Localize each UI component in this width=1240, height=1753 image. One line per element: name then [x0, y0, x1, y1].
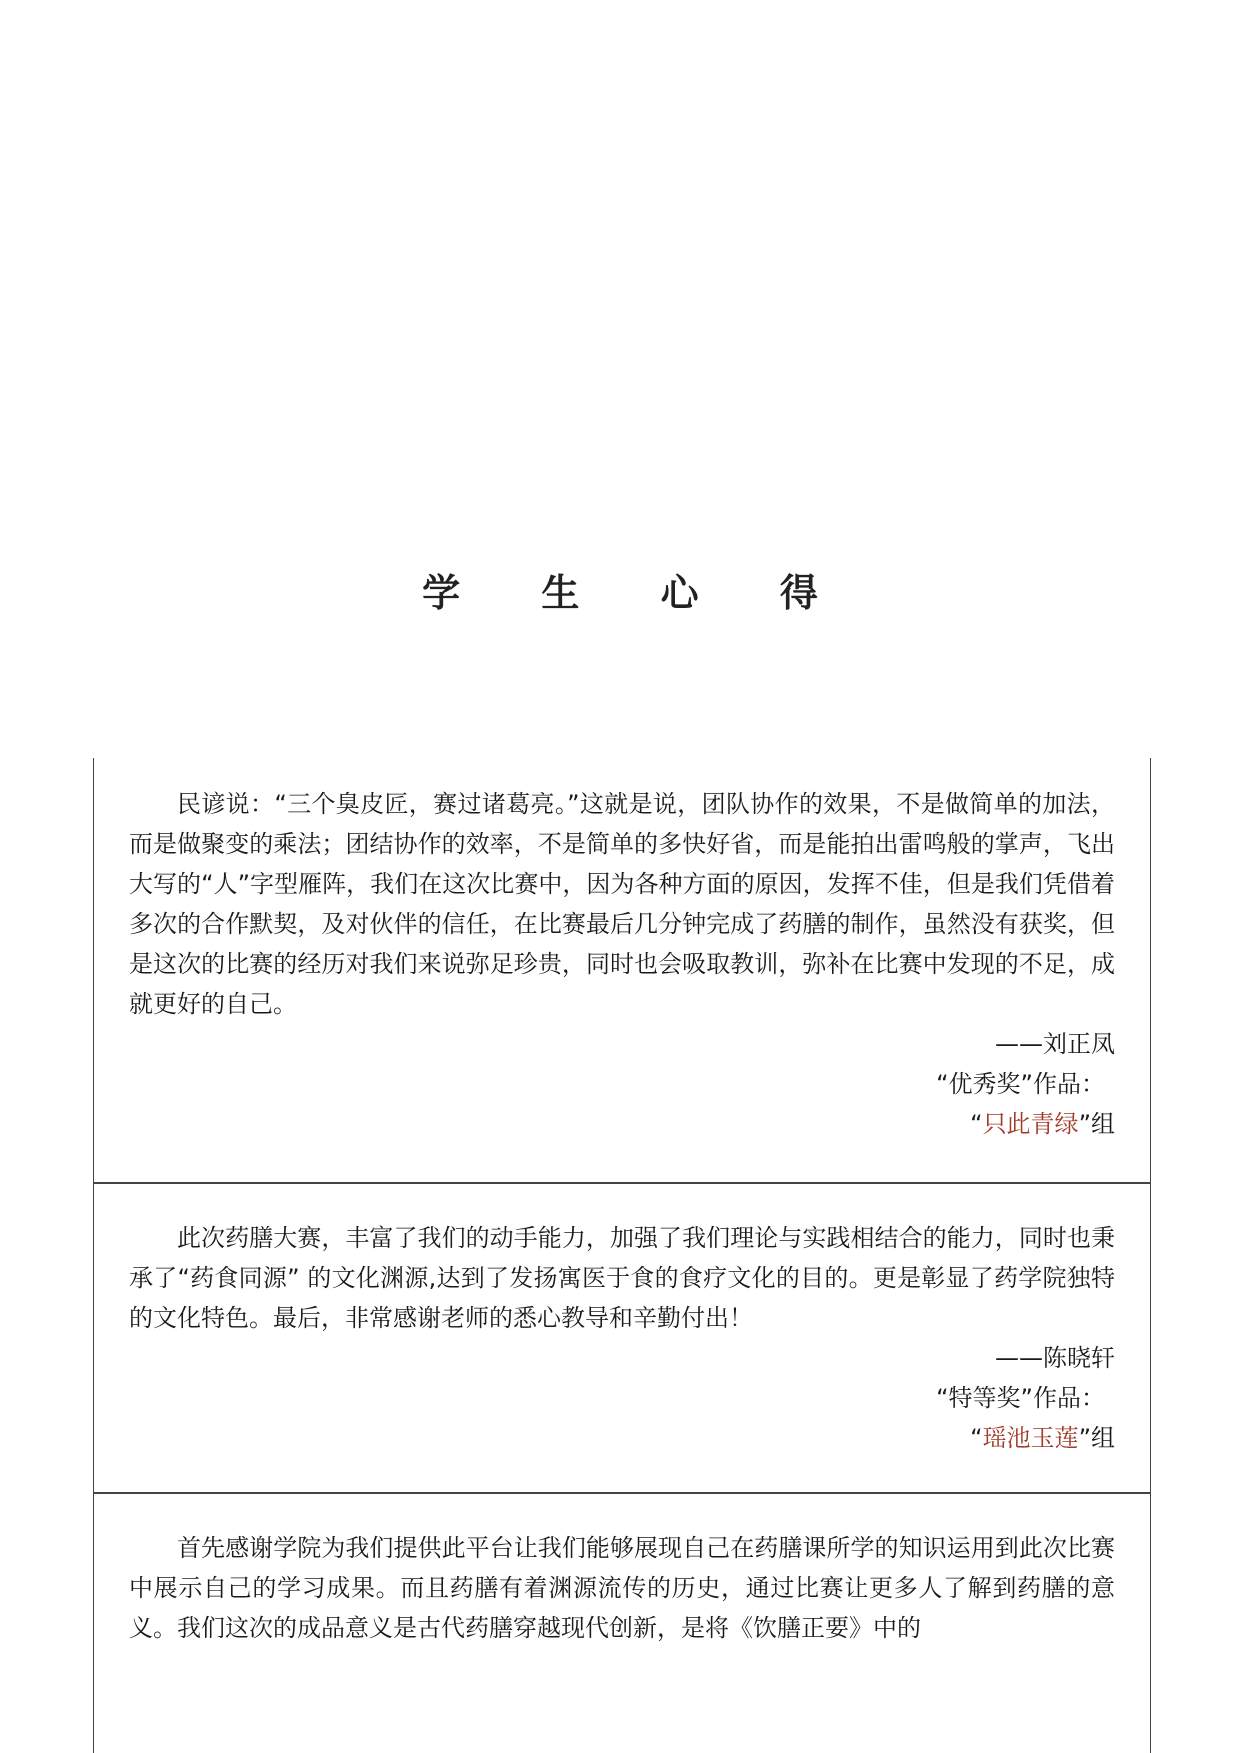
box-right-border — [1150, 1182, 1151, 1494]
box-left-border — [93, 1182, 94, 1494]
entry-author: ——刘正凤 — [995, 1030, 1115, 1058]
work-quote-open: “ — [970, 1110, 983, 1138]
box-right-border — [1150, 1492, 1151, 1753]
work-title: 只此青绿 — [982, 1110, 1079, 1138]
entry-paragraph: 首先感谢学院为我们提供此平台让我们能够展现自己在药膳课所学的知识运用到此次比赛中展示自己的学习成果。而且药膳有着渊源流传的历史，通过比赛让更多人了解到药膳的意义。我们这次的成品意义是古代药膳穿越现代创新，是将《饮膳正要》中的 — [129, 1534, 1115, 1642]
work-quote-close: ”组 — [1078, 1110, 1115, 1138]
entry-award: “优秀奖”作品： — [936, 1070, 1105, 1098]
work-quote-open: “ — [970, 1424, 983, 1452]
box-left-border — [93, 1492, 94, 1753]
box-right-border — [1150, 758, 1151, 1184]
work-quote-close: ”组 — [1078, 1424, 1115, 1452]
entry-paragraph: 此次药膳大赛，丰富了我们的动手能力，加强了我们理论与实践相结合的能力，同时也秉承了“药食同源” 的文化渊源,达到了发扬寓医于食的食疗文化的目的。更是彰显了药学院独特的文化特色。最后，非常感谢老师的悉心教导和辛勤付出！ — [129, 1224, 1115, 1332]
entry-work-group — [129, 1418, 1115, 1458]
entry-content — [129, 1218, 1115, 1458]
box-left-border — [93, 758, 94, 1184]
entry-paragraph: 民谚说：“三个臭皮匠，赛过诸葛亮。”这就是说，团队协作的效果，不是做简单的加法，而是做聚变的乘法；团结协作的效率，不是简单的多快好省，而是能拍出雷鸣般的掌声，飞出大写的“人”字型雁阵，我们在这次比赛中，因为各种方面的原因，发挥不佳，但是我们凭借着多次的合作默契，及对伙伴的信任，在比赛最后几分钟完成了药膳的制作，虽然没有获奖，但是这次的比赛的经历对我们来说弥足珍贵，同时也会吸取教训，弥补在比赛中发现的不足，成就更好的自己。 — [129, 790, 1115, 1018]
page-title: 学 生 心 得 — [422, 571, 852, 615]
entry-content — [129, 1528, 1115, 1648]
reflection-entry-3 — [93, 1492, 1151, 1753]
work-title: 瑶池玉莲 — [982, 1424, 1079, 1452]
entry-work-group — [129, 1104, 1115, 1144]
reflection-entry-2 — [93, 1182, 1151, 1494]
reflection-entry-1 — [93, 758, 1151, 1184]
entry-content — [129, 784, 1115, 1144]
entry-award: “特等奖”作品： — [936, 1384, 1105, 1412]
entry-author: ——陈晓轩 — [995, 1344, 1115, 1372]
